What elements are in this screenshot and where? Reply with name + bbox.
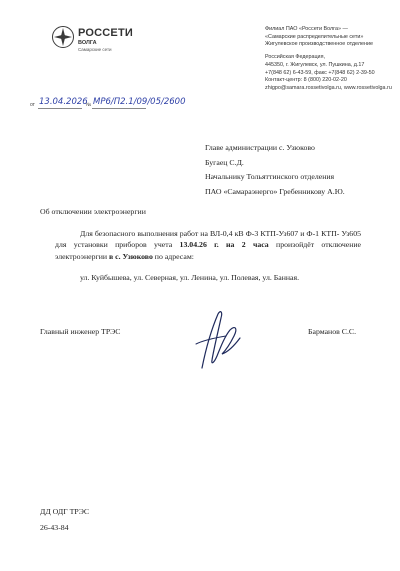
company-logo [52,25,162,57]
addressee-block [205,141,345,199]
branch-line-3: Жигулевское производственное отделение [265,41,373,48]
logo-region: ВОЛГА [78,40,97,46]
branch-line-1: Филиал ПАО «Россети Волга» — [265,26,348,32]
number-label: № [86,102,92,108]
addressee-line-4: ПАО «Самараэнерго» Гребенникову А.Ю. [205,186,345,196]
date-underline [38,108,82,109]
addressee-line-1: Главе администрации с. Узюково [205,143,315,152]
letter-subject: Об отключении электроэнергии [40,207,146,216]
number-underline [92,108,146,109]
body-village-bold: в с. Узюково [109,251,153,261]
body-text-start: Для безопасного выполнения работ на ВЛ-0,4 кВ Ф-3 КТП-Уз607 и Ф-1 КТП- Уз605 для установки приборов учета [55,229,361,250]
body-date-bold: 13.04.26 г. на 2 часа [179,240,269,250]
branch-line-2: «Самарские распределительные сети» [265,33,364,40]
logo-subtitle: Самарские сети [78,47,112,52]
handwritten-signature-icon [192,308,246,370]
body-text-mid: произойдёт отключение электроэнергии [55,240,362,261]
body-paragraph [55,228,361,262]
country-line: Российская Федерация, [265,54,325,61]
executor-phone: 26-43-84 [40,523,69,532]
emails-line: zhigpo@samara.rossetivolga.ru, www.rossetivolga.ru [265,84,392,91]
addressee-line-3: Начальнику Тольяттинского отделения [205,172,335,182]
rosseti-logo-icon [52,26,74,48]
street-list: ул. Куйбышева, ул. Северная, ул. Ленина, ул. Полевая, ул. Банная. [80,273,300,282]
address-line: 445350, г. Жигулевск, ул. Пушкина, д.17 [265,61,365,68]
date-label: от [30,102,35,108]
body-text-end: по адресам: [152,251,194,261]
letter-body [55,228,361,262]
handwritten-number: МР6/П2.1/09/05/2600 [93,97,186,107]
letterhead-block [265,26,395,93]
phones-line: +7(848 62) 6-43-59, факс +7(848 62) 2-39-50 [265,69,375,76]
logo-name: РОССЕТИ [78,27,133,39]
signer-title: Главный инженер ТРЭС [40,327,121,336]
signer-name: Барманов С.С. [308,327,357,336]
addressee-line-2: Бугаец С.Д. [205,157,244,167]
contact-center-line: Контакт-центр: 8 (800) 220-02-20 [265,77,347,84]
handwritten-date: 13.04.2026 [39,97,88,107]
executor-department: ДД ОДГ ТРЭС [40,507,90,516]
